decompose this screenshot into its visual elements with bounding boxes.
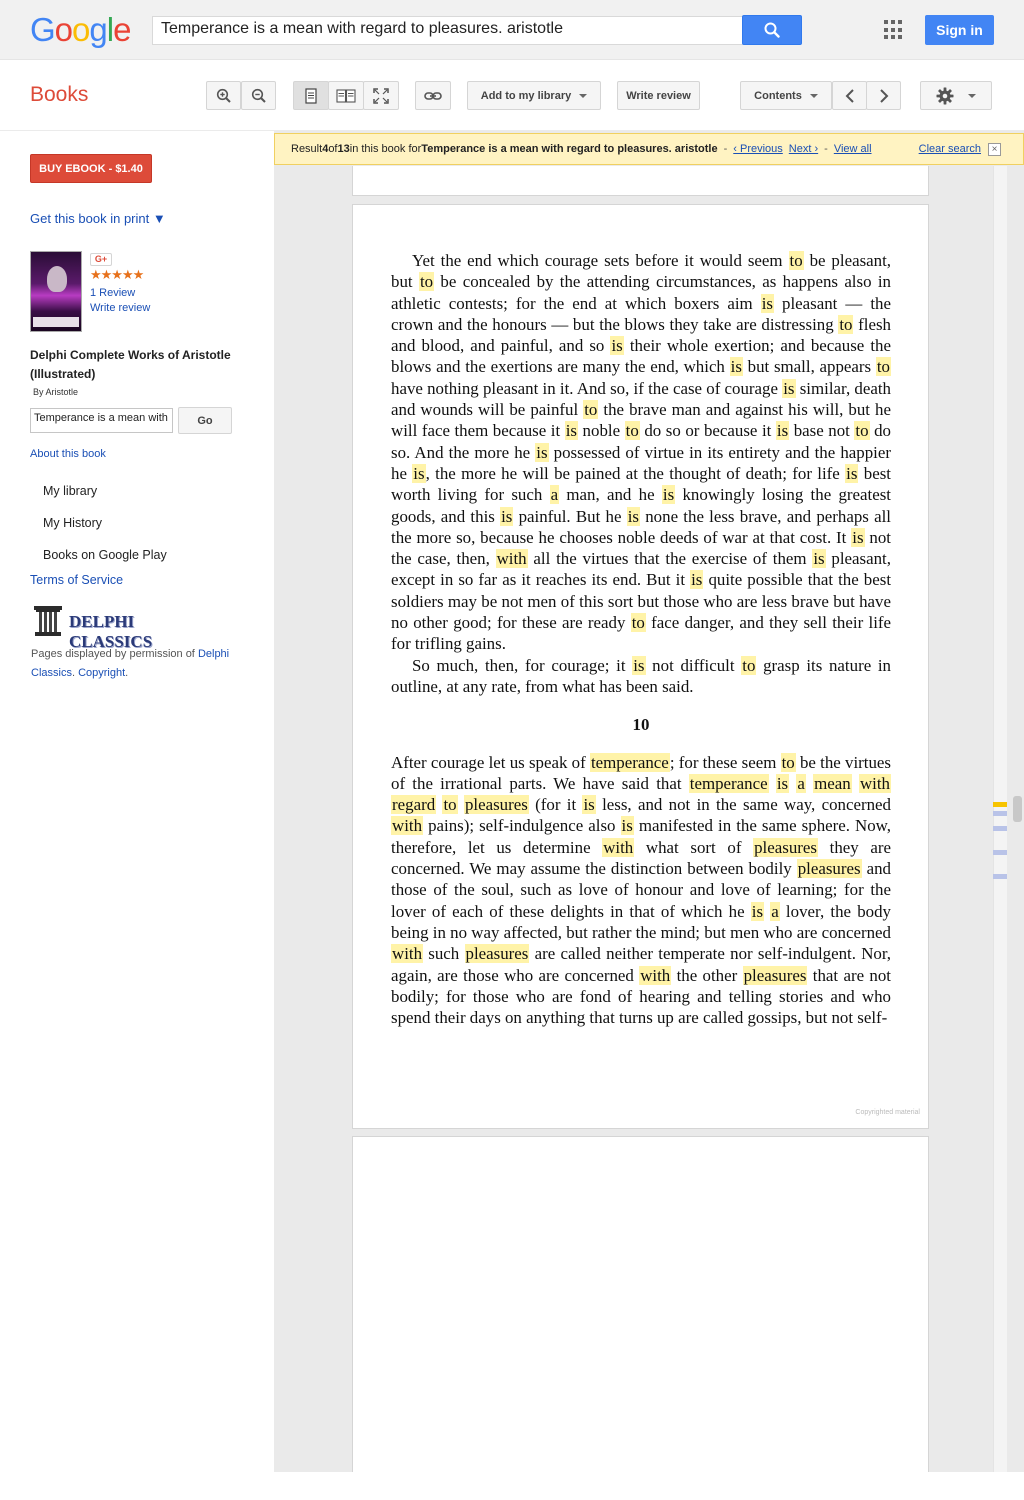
- text-run: quite possible that the best soldiers may be not men of this sort but those who are less brave but have no other good; for these are ready: [391, 570, 892, 633]
- sign-in-button[interactable]: Sign in: [925, 15, 994, 45]
- terms-of-service-link[interactable]: Terms of Service: [30, 573, 124, 587]
- text-run: [852, 774, 859, 793]
- result-middle: in this book for: [349, 143, 422, 155]
- search-highlight: to: [781, 752, 795, 772]
- hit-marker-current[interactable]: [993, 802, 1007, 807]
- permission-sep: .: [71, 667, 79, 679]
- text-run: but small, appears: [742, 357, 876, 377]
- logo-letter: l: [106, 11, 114, 48]
- bottom-strip: [0, 1472, 1024, 1500]
- result-query: Temperance is a mean with regard to pleasures. aristotle: [421, 143, 718, 155]
- text-run: similar, death and wounds will be painful: [391, 378, 891, 420]
- nav-my-library[interactable]: My library: [43, 484, 98, 498]
- chevron-right-icon: [879, 89, 889, 103]
- publisher-logo-text: DELPHI CLASSICS: [69, 612, 153, 651]
- text-run: possessed of virtue in its entirety and the happier he: [391, 442, 891, 483]
- hit-marker[interactable]: [993, 826, 1007, 831]
- search-highlight: temperance: [590, 752, 669, 772]
- text-run: manifested in the same sphere. Now, therefore, let us determine: [391, 816, 891, 857]
- hit-marker-track[interactable]: [993, 166, 1007, 1472]
- rating-stars: ★★★★★: [90, 267, 144, 282]
- result-current: 4: [322, 143, 329, 155]
- write-review-button[interactable]: Write review: [617, 81, 700, 110]
- text-run: be the virtues of the irrational parts. We have said that: [391, 752, 891, 793]
- previous-page-fragment: [352, 166, 929, 196]
- text-run: knowingly losing the greatest goods, and this: [391, 485, 891, 526]
- get-book-in-print-link[interactable]: Get this book in print ▼: [30, 211, 166, 226]
- result-sep: -: [723, 143, 728, 155]
- search-highlight: with: [392, 816, 423, 836]
- search-highlight: to: [631, 613, 645, 633]
- next-page-button[interactable]: [866, 81, 901, 110]
- search-result-bar: [274, 133, 1024, 165]
- search-highlight: to: [789, 251, 803, 270]
- logo-letter: G: [30, 11, 55, 48]
- buy-ebook-button[interactable]: BUY EBOOK - $1.40: [30, 154, 152, 183]
- close-icon[interactable]: ×: [988, 143, 1001, 156]
- permission-prefix: Pages displayed by permission of: [31, 648, 198, 660]
- write-review-link[interactable]: Write review: [90, 302, 151, 314]
- left-sidebar: [0, 131, 274, 1500]
- next-result-link[interactable]: Next ›: [788, 143, 819, 155]
- contents-button[interactable]: [740, 81, 832, 110]
- book-cover[interactable]: [30, 251, 82, 332]
- apps-grid-icon[interactable]: [884, 20, 904, 40]
- text-run: base not: [789, 421, 855, 441]
- text-run: less, and not in the same way, concerned: [595, 795, 891, 815]
- text-run: After courage let us speak of: [391, 752, 590, 772]
- zoom-out-icon: [251, 88, 267, 104]
- search-highlight: to: [855, 421, 869, 441]
- google-logo[interactable]: [30, 12, 130, 48]
- text-run: that are not bodily; for those who are fond of hearing and telling stories and who spend their days on anything that turns up are called gossips, but not self-: [391, 965, 891, 1028]
- search-highlight: temperance: [689, 773, 768, 793]
- search-highlight: is: [627, 506, 639, 526]
- search-highlight: with: [640, 965, 671, 985]
- chevron-down-icon: [968, 94, 976, 98]
- search-highlight: with: [496, 549, 527, 569]
- text-run: be concealed by the attending circumstances, as happens also in athletic contests; for the end at which boxers aim: [391, 272, 892, 313]
- result-total: 13: [337, 143, 350, 155]
- text-run: lover, the body being in no way affected, but rather the mind; but men who are concerned: [391, 901, 891, 942]
- previous-result-link[interactable]: ‹ Previous: [733, 143, 783, 155]
- text-run: flesh and blood, and painful, and so: [391, 314, 891, 356]
- permission-end: .: [125, 667, 129, 679]
- page-text: [391, 250, 891, 1028]
- text-run: what sort of: [634, 837, 754, 857]
- book-page: [352, 204, 929, 1129]
- text-run: such: [423, 944, 465, 964]
- search-highlight: is: [583, 795, 595, 815]
- search-highlight: pleasures: [754, 837, 817, 857]
- contents-label: Contents: [754, 89, 802, 102]
- search-icon: [764, 22, 780, 38]
- text-run: Yet the end which courage sets before it would seem: [412, 251, 789, 270]
- search-highlight: is: [813, 549, 825, 569]
- paragraph-courage: [391, 250, 891, 655]
- text-run: their whole exertion; and because the blows and the exertions are many the end, which: [391, 336, 892, 377]
- previous-page-button[interactable]: [832, 81, 867, 110]
- link-button[interactable]: [415, 81, 451, 110]
- text-run: are called neither temperate nor self-indulgent. Nor, again, are those who are concerned: [391, 944, 892, 985]
- result-of: of: [328, 143, 338, 155]
- search-highlight: is: [776, 773, 789, 793]
- book-author: By Aristotle: [33, 387, 79, 397]
- search-highlight: regard: [392, 795, 436, 815]
- text-run: the other: [671, 965, 743, 985]
- zoom-out-button[interactable]: [241, 81, 276, 110]
- next-page: [352, 1136, 929, 1476]
- two-page-view-button[interactable]: [328, 81, 364, 110]
- scrollbar-thumb[interactable]: [1013, 796, 1022, 822]
- search-highlight: to: [625, 421, 639, 441]
- two-page-icon: [336, 88, 356, 104]
- zoom-in-button[interactable]: [206, 81, 241, 110]
- search-highlight: with: [603, 837, 634, 857]
- text-run: none the less brave, and perhaps all the more so, because he chooses noble deeds of war at that cost. It: [391, 506, 891, 547]
- hit-marker[interactable]: [993, 874, 1007, 879]
- search-highlight: to: [742, 655, 756, 675]
- search-highlight: is: [501, 506, 513, 526]
- go-button[interactable]: Go: [178, 407, 232, 434]
- search-highlight: with: [392, 944, 423, 964]
- search-highlight: is: [852, 527, 864, 547]
- column-icon: [33, 605, 63, 637]
- search-highlight: to: [419, 272, 434, 292]
- search-highlight: a: [550, 485, 559, 505]
- single-page-icon: [304, 88, 318, 104]
- book-title: Delphi Complete Works of Aristotle (Illustrated): [30, 348, 231, 381]
- logo-letter: o: [72, 11, 90, 48]
- search-highlight: to: [443, 795, 457, 815]
- hit-marker[interactable]: [993, 850, 1007, 855]
- search-highlight: is: [565, 421, 578, 441]
- search-highlight: is: [662, 485, 675, 505]
- text-run: grasp its nature in outline, at any rate, from what has been said.: [391, 655, 892, 696]
- search-highlight: is: [413, 463, 425, 483]
- text-run: man, and he: [559, 485, 662, 505]
- text-run: [769, 774, 776, 793]
- copyright-note: Copyrighted material: [855, 1109, 920, 1116]
- text-run: the brave man and against his will, but he will face them because it: [391, 400, 891, 441]
- text-run: face danger, and they sell their life for trifling gains.: [391, 613, 892, 654]
- search-highlight: mean: [814, 773, 851, 793]
- search-highlight: is: [633, 655, 645, 675]
- text-run: So much, then, for courage; it: [412, 655, 633, 675]
- result-prefix: Result: [291, 143, 323, 155]
- search-highlight: is: [536, 442, 548, 462]
- publisher-link[interactable]: Delphi Classics: [31, 648, 230, 679]
- text-run: be pleasant, but: [391, 251, 891, 292]
- search-highlight: to: [584, 400, 598, 420]
- chevron-left-icon: [845, 89, 855, 103]
- clear-search-link[interactable]: Clear search: [918, 143, 981, 155]
- text-run: pleasant — the crown and the honours — but the blows they take are distressing: [391, 293, 891, 334]
- text-run: have nothing pleasant in it. And so, if the case of courage: [391, 378, 783, 398]
- text-run: , the more he will be pained at the thought of death; for life: [425, 463, 846, 483]
- nav-books-on-google-play[interactable]: Books on Google Play: [43, 548, 167, 562]
- search-highlight: is: [621, 816, 633, 836]
- text-run: not difficult: [645, 655, 742, 675]
- text-run: best worth living for such: [391, 463, 891, 505]
- copyright-link[interactable]: Copyright: [78, 667, 126, 679]
- search-button[interactable]: [742, 15, 802, 45]
- single-page-view-button[interactable]: [293, 81, 329, 110]
- text-run: noble: [578, 421, 625, 441]
- chevron-down-icon: [579, 94, 587, 98]
- search-highlight: is: [761, 293, 773, 313]
- about-this-book-link[interactable]: About this book: [30, 448, 106, 460]
- books-title[interactable]: Books: [30, 83, 89, 106]
- gear-icon: [936, 87, 954, 105]
- add-to-library-button[interactable]: [467, 81, 601, 110]
- search-highlight: is: [691, 570, 703, 590]
- result-sep: -: [824, 143, 828, 155]
- search-highlight: pleasures: [743, 965, 807, 985]
- view-all-link[interactable]: View all: [833, 143, 872, 155]
- search-highlight: pleasures: [465, 944, 529, 964]
- hit-marker[interactable]: [993, 811, 1007, 816]
- paragraph-courage-summary: [391, 655, 891, 698]
- link-icon: [424, 90, 442, 102]
- text-run: ; for these seem: [669, 752, 781, 772]
- logo-letter: g: [89, 11, 107, 48]
- text-run: [458, 795, 464, 814]
- search-in-book-input[interactable]: Temperance is a mean with: [30, 408, 173, 433]
- text-run: (for it: [528, 795, 583, 815]
- text-run: all the virtues that the exercise of them: [527, 549, 813, 569]
- google-plus-button[interactable]: G+: [90, 253, 112, 266]
- search-highlight: is: [751, 901, 764, 921]
- library-nav: [43, 484, 167, 580]
- search-highlight: is: [730, 357, 742, 377]
- search-highlight: to: [876, 357, 890, 377]
- fullscreen-button[interactable]: [363, 81, 399, 110]
- search-highlight: a: [797, 773, 805, 793]
- search-highlight: pleasures: [797, 859, 861, 879]
- logo-letter: e: [113, 11, 131, 48]
- text-run: do so. And the more he: [391, 421, 891, 462]
- search-highlight: is: [776, 421, 789, 441]
- publisher-logo[interactable]: [33, 605, 218, 651]
- text-run: pains); self-indulgence also: [423, 816, 621, 836]
- search-highlight: with: [859, 773, 890, 793]
- chapter-number: 10: [632, 715, 650, 735]
- fullscreen-icon: [373, 88, 389, 104]
- search-highlight: is: [783, 378, 795, 398]
- nav-my-history[interactable]: My History: [43, 516, 103, 530]
- permission-note: [31, 645, 246, 683]
- search-highlight: a: [771, 901, 779, 921]
- chevron-down-icon: [810, 94, 818, 98]
- text-run: and those of the soul, such as love of honour and love of learning; for the lover of each of these delights in that of which he: [391, 859, 891, 921]
- text-run: not the case, then,: [391, 527, 891, 569]
- search-highlight: is: [611, 336, 623, 356]
- text-run: painful. But he: [513, 506, 627, 526]
- zoom-in-icon: [216, 88, 232, 104]
- text-run: pleasant, except in so far as it reaches its end. But it: [391, 549, 891, 590]
- search-highlight: pleasures: [464, 795, 528, 815]
- text-run: they are concerned. We may assume the distinction between bodily: [391, 837, 891, 879]
- paragraph-temperance: [391, 752, 891, 1029]
- add-to-library-label: Add to my library: [480, 89, 572, 102]
- search-highlight: to: [839, 314, 853, 334]
- review-count-link[interactable]: 1 Review: [90, 287, 136, 299]
- search-highlight: is: [846, 463, 858, 483]
- settings-button[interactable]: [920, 81, 992, 110]
- books-toolbar: [0, 60, 1024, 131]
- search-input[interactable]: Temperance is a mean with regard to pleasures. aristotle: [152, 16, 744, 45]
- top-bar: [0, 0, 1024, 60]
- text-run: do so or because it: [639, 421, 776, 441]
- logo-letter: o: [54, 11, 73, 48]
